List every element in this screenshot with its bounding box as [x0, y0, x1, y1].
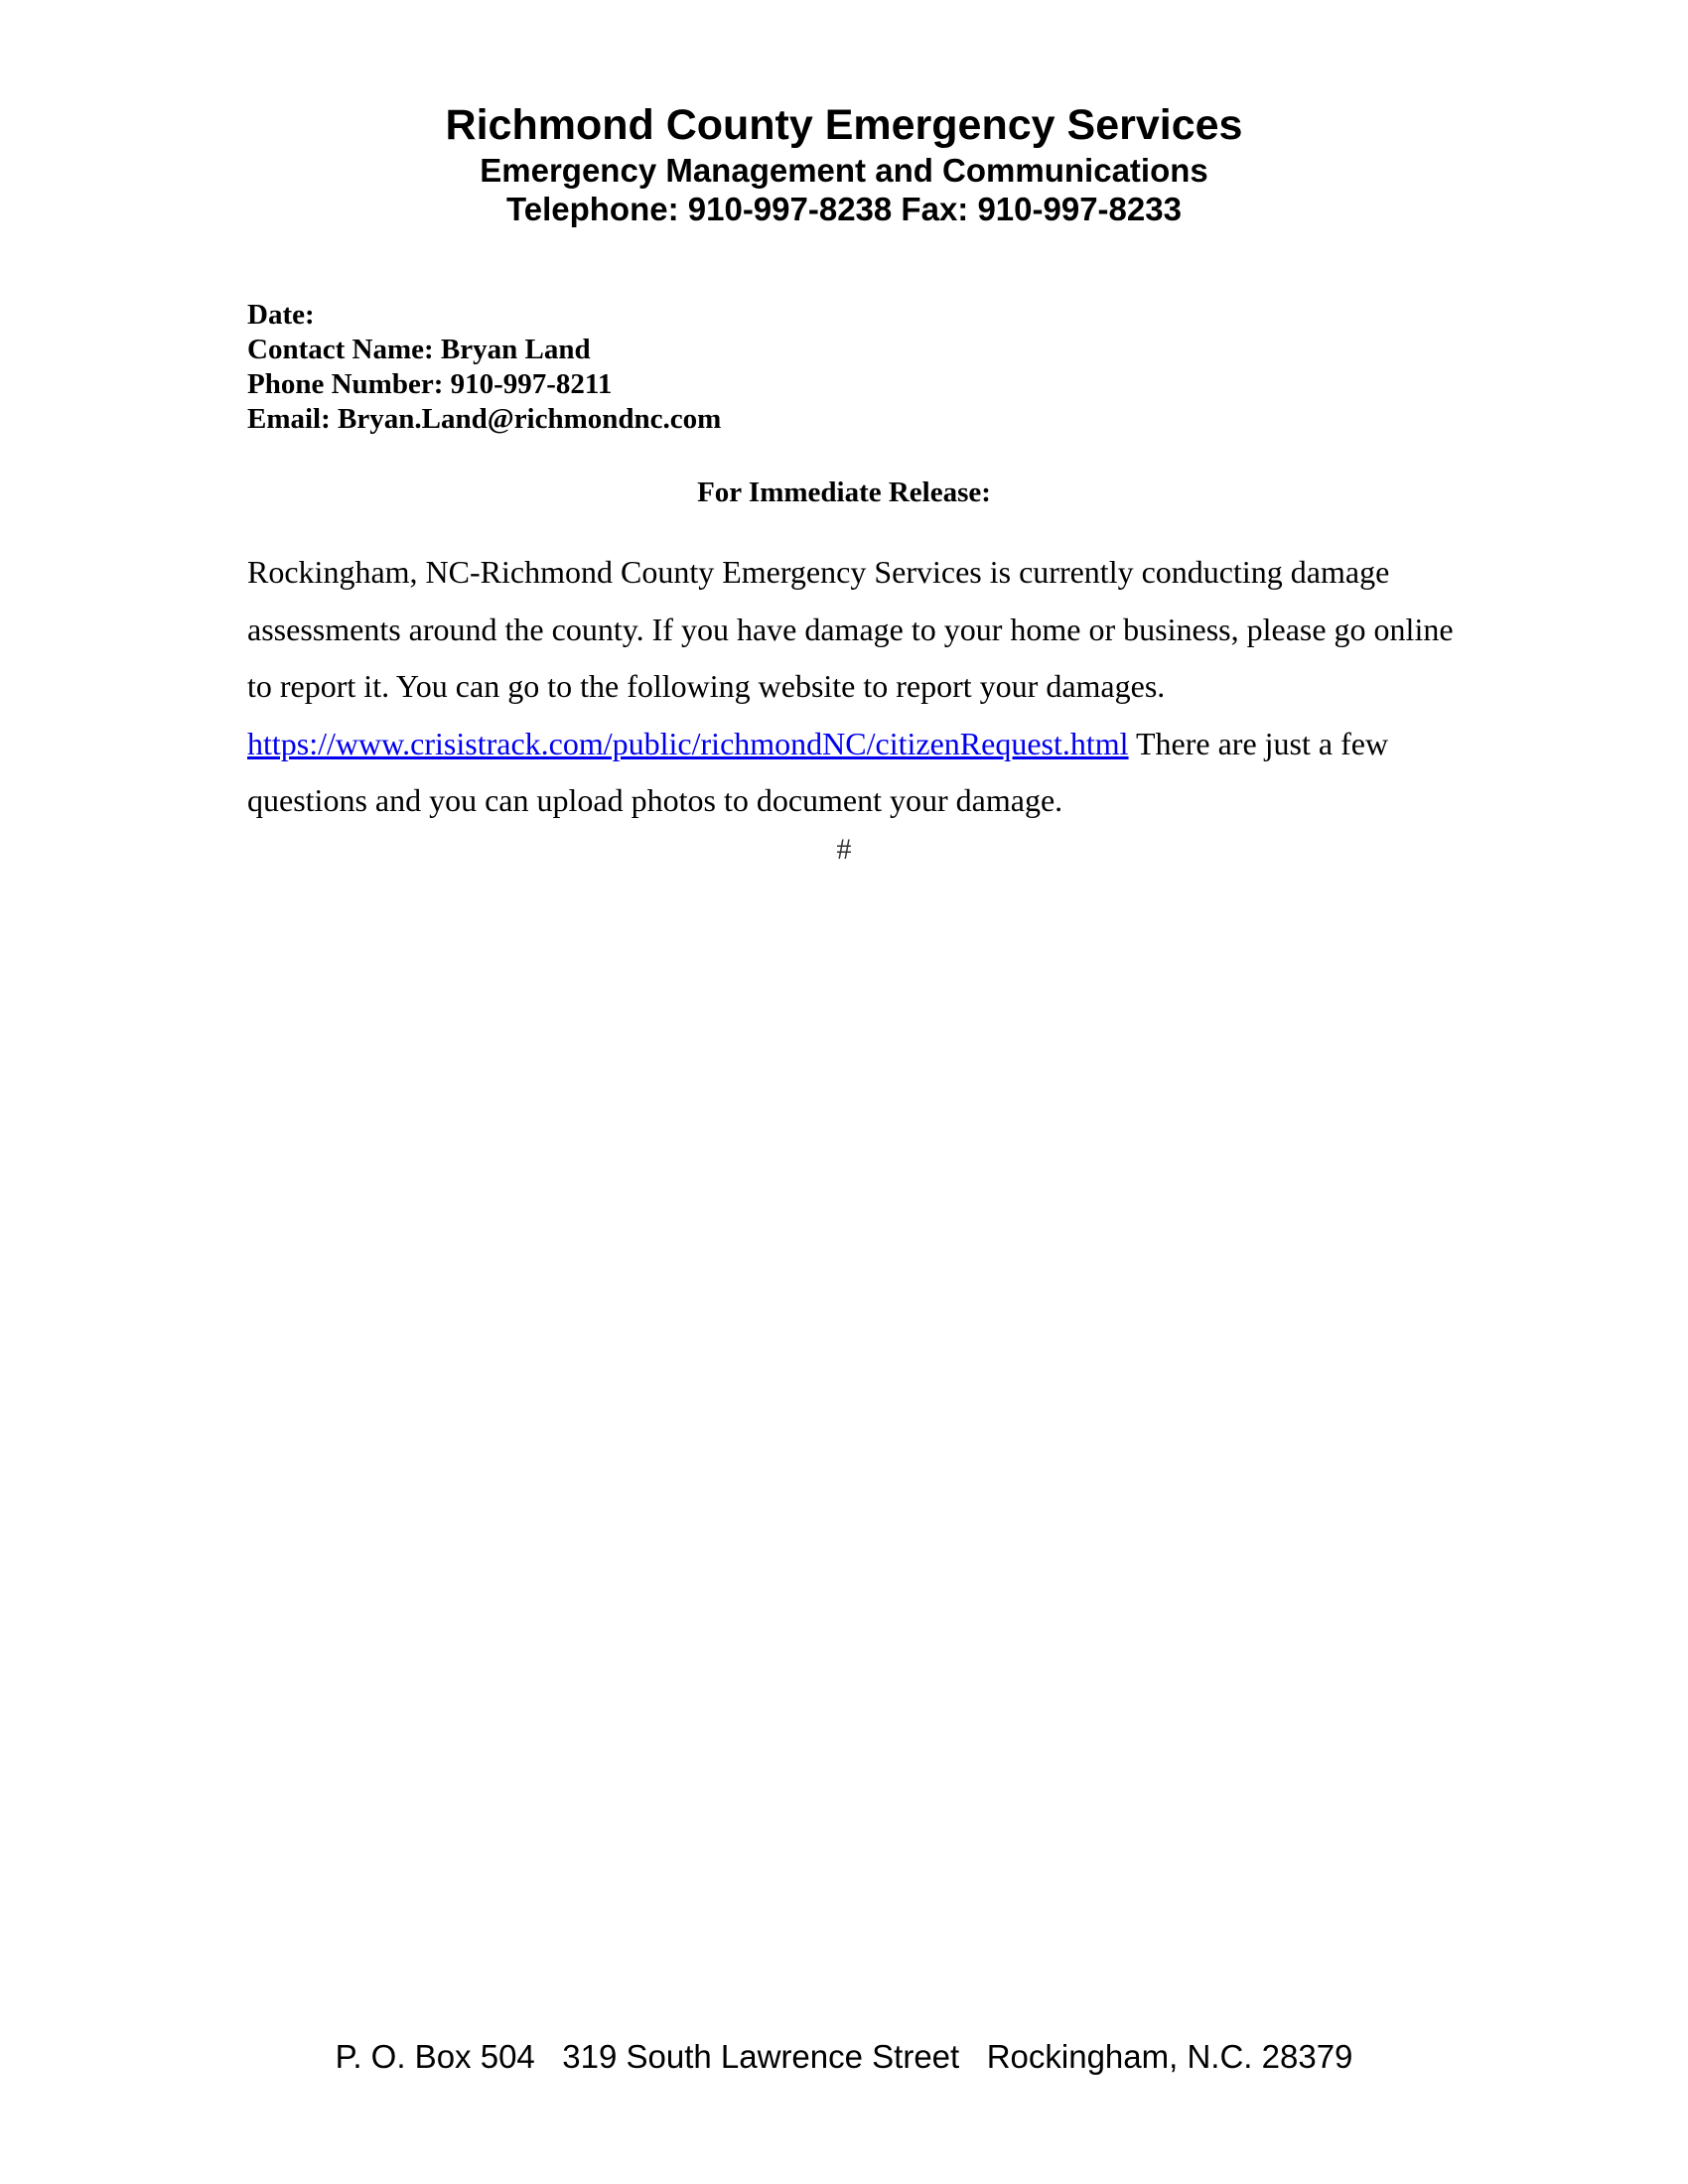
- department-name: Emergency Management and Communications: [480, 152, 1208, 189]
- email-line: Email: Bryan.Land@richmondnc.com: [247, 403, 722, 435]
- organization-name: Richmond County Emergency Services: [445, 101, 1243, 149]
- end-mark: #: [836, 833, 852, 866]
- release-heading: For Immediate Release:: [697, 477, 991, 508]
- footer-address: P. O. Box 504 319 South Lawrence Street Rockingham, N.C. 28379: [335, 2038, 1353, 2075]
- body-text-closing: There are just a few questions and you can upload photos to document your damage.: [247, 725, 1389, 818]
- letterhead: [0, 99, 1688, 228]
- date-line: Date:: [247, 299, 315, 331]
- damage-report-link[interactable]: https://www.crisistrack.com/public/richmondNC/citizenRequest.html: [247, 725, 1129, 761]
- press-release-body: [247, 544, 1459, 830]
- contact-block: [247, 298, 721, 437]
- body-text-intro: Rockingham, NC-Richmond County Emergency Services is currently conducting damage assessments around the county. If you have damage to your home or business, please go online to report it. You can go to the following website to report your damages.: [247, 554, 1454, 704]
- phone-number-line: Phone Number: 910-997-8211: [247, 368, 613, 400]
- phone-fax-line: Telephone: 910-997-8238 Fax: 910-997-8233: [506, 191, 1182, 227]
- contact-name-line: Contact Name: Bryan Land: [247, 334, 591, 365]
